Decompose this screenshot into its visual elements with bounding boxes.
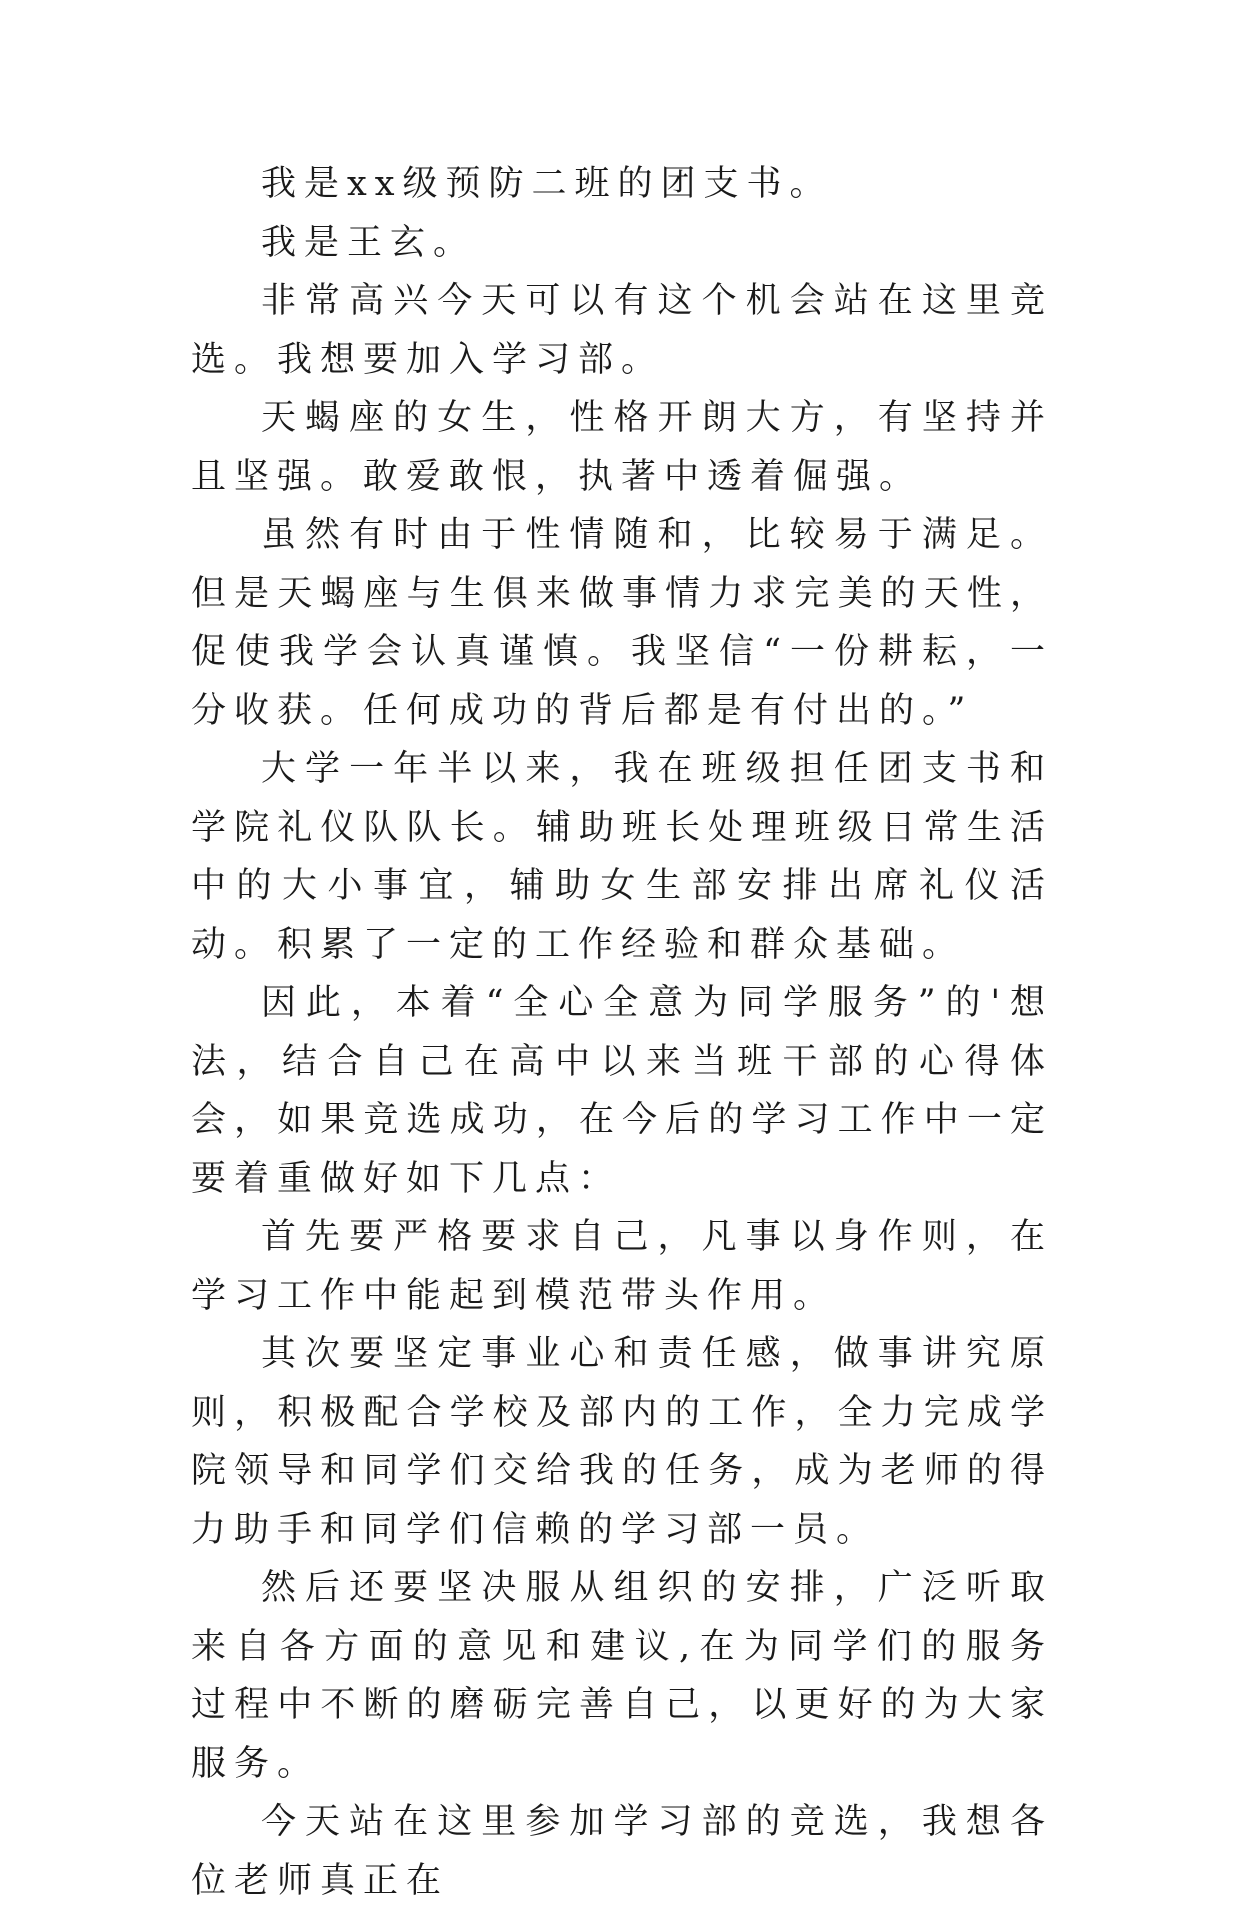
paragraph-closing: 今天站在这里参加学习部的竞选，我想各位老师真正在 <box>191 1802 1053 1901</box>
paragraph-plan-second: 其次要坚定事业心和责任感，做事讲究原则，积极配合学校及部内的工作，全力完成学院领导和同学们交给我的任务，成为老师的得力助手和同学们信赖的学习部一员。 <box>191 1334 1053 1550</box>
paragraph-plan-intro: 因此，本着“全心全意为同学服务”的'想法，结合自己在高中以来当班干部的心得体会，如果竞选成功，在今后的学习工作中一定要着重做好如下几点： <box>191 983 1053 1199</box>
document-body <box>191 155 1053 1910</box>
paragraph-name: 我是王玄。 <box>261 222 477 263</box>
paragraph-attitude: 虽然有时由于性情随和，比较易于满足。但是天蝎座与生俱来做事情力求完美的天性，促使我学会认真谨慎。我坚信“一份耕耘，一分收获。任何成功的背后都是有付出的。” <box>191 515 1053 731</box>
paragraph-plan-third: 然后还要坚决服从组织的安排，广泛听取来自各方面的意见和建议,在为同学们的服务过程中不断的磨砺完善自己，以更好的为大家服务。 <box>191 1568 1053 1784</box>
paragraph-personality: 天蝎座的女生，性格开朗大方，有坚持并且坚强。敢爱敢恨，执著中透着倔强。 <box>191 398 1053 497</box>
paragraph-goal: 非常高兴今天可以有这个机会站在这里竞选。我想要加入学习部。 <box>191 281 1053 380</box>
paragraph-plan-first: 首先要严格要求自己，凡事以身作则，在学习工作中能起到模范带头作用。 <box>191 1217 1053 1316</box>
paragraph-experience: 大学一年半以来，我在班级担任团支书和学院礼仪队队长。辅助班长处理班级日常生活中的大小事宜，辅助女生部安排出席礼仪活动。积累了一定的工作经验和群众基础。 <box>191 749 1053 965</box>
paragraph-class-intro: 我是xx级预防二班的团支书。 <box>261 164 833 204</box>
